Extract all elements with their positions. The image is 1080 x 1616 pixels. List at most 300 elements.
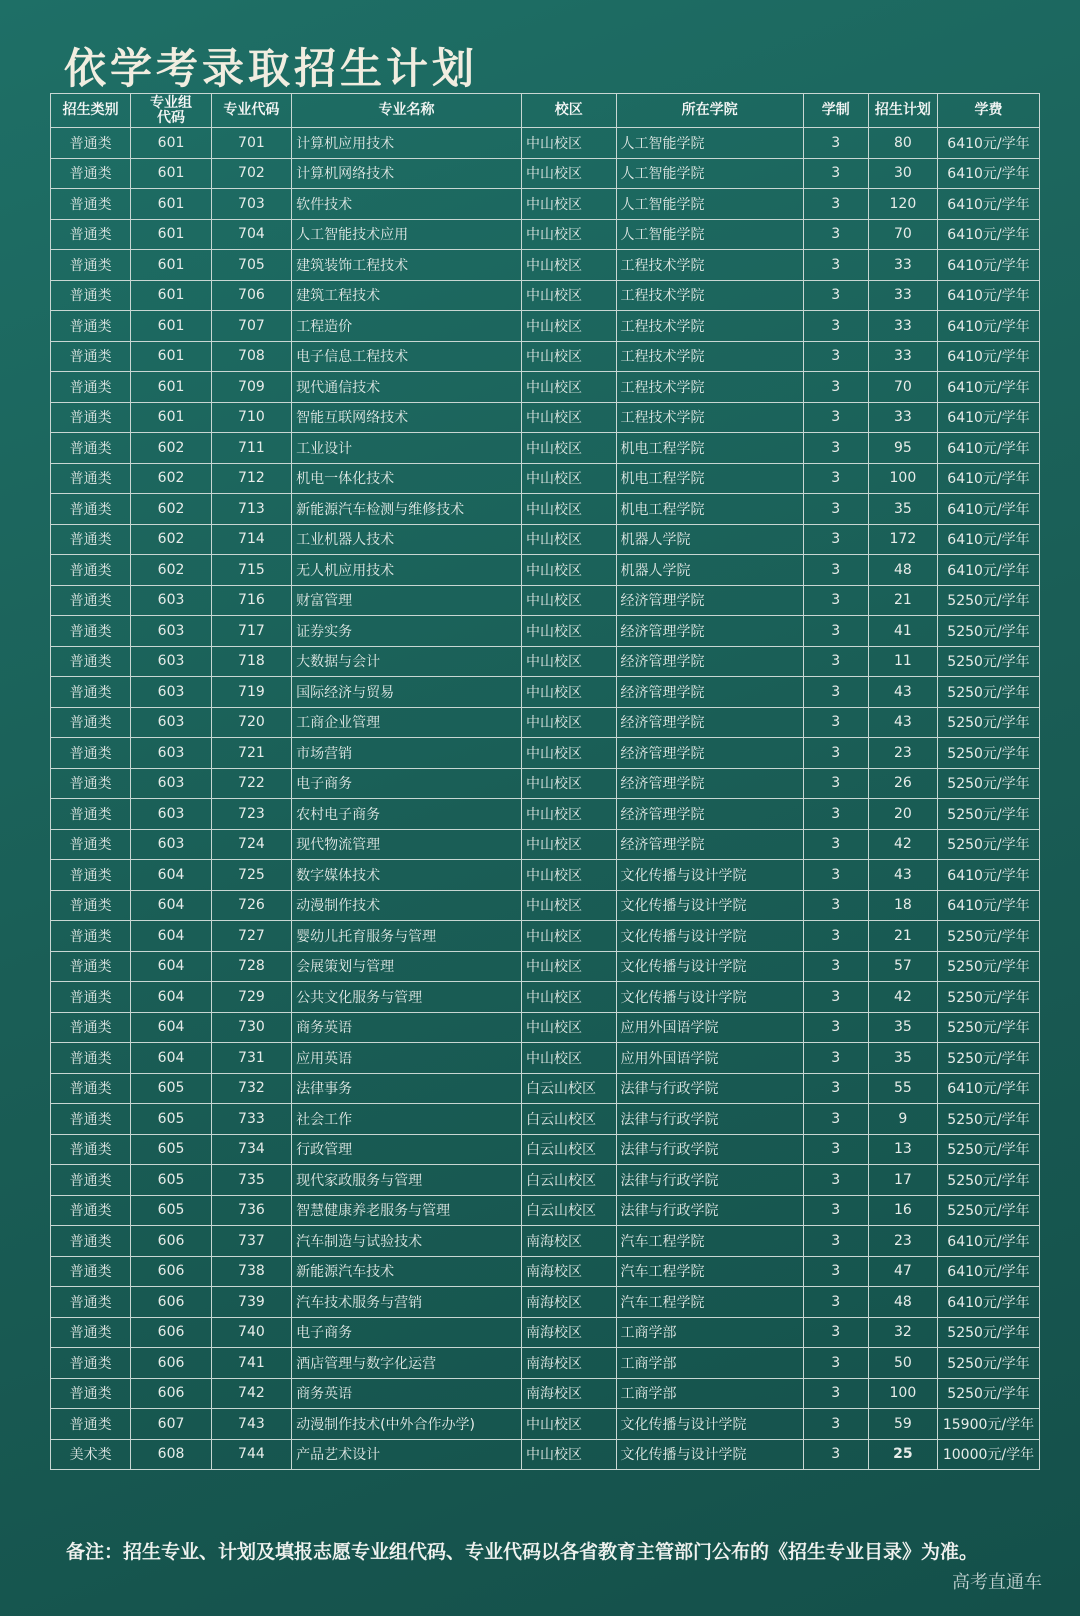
- cell-category: 普通类: [51, 1226, 131, 1257]
- cell-campus: 白云山校区: [521, 1134, 616, 1165]
- cell-plan-count: 50: [868, 1348, 937, 1379]
- cell-major-code: 711: [211, 433, 291, 464]
- cell-major-code: 724: [211, 829, 291, 860]
- cell-plan-count: 100: [868, 463, 937, 494]
- cell-group-code: 604: [131, 921, 211, 952]
- cell-college: 人工智能学院: [616, 128, 803, 159]
- cell-plan-count: 33: [868, 280, 937, 311]
- cell-group-code: 601: [131, 158, 211, 189]
- cell-major-code: 718: [211, 646, 291, 677]
- cell-campus: 中山校区: [521, 921, 616, 952]
- table-row: [51, 951, 1040, 982]
- cell-category: 普通类: [51, 1409, 131, 1440]
- cell-duration: 3: [803, 463, 868, 494]
- cell-group-code: 605: [131, 1134, 211, 1165]
- cell-group-code: 603: [131, 646, 211, 677]
- cell-college: 工商学部: [616, 1348, 803, 1379]
- cell-major-name: 计算机网络技术: [292, 158, 522, 189]
- cell-plan-count: 23: [868, 738, 937, 769]
- cell-college: 汽车工程学院: [616, 1287, 803, 1318]
- cell-group-code: 603: [131, 829, 211, 860]
- table-row: [51, 189, 1040, 220]
- cell-plan-count: 48: [868, 555, 937, 586]
- cell-tuition: 6410元/学年: [937, 860, 1039, 891]
- cell-group-code: 604: [131, 890, 211, 921]
- cell-category: 普通类: [51, 280, 131, 311]
- cell-college: 工程技术学院: [616, 280, 803, 311]
- cell-major-name: 工商企业管理: [292, 707, 522, 738]
- cell-college: 机电工程学院: [616, 433, 803, 464]
- cell-category: 普通类: [51, 463, 131, 494]
- cell-duration: 3: [803, 433, 868, 464]
- cell-group-code: 603: [131, 768, 211, 799]
- cell-college: 机器人学院: [616, 555, 803, 586]
- cell-college: 机电工程学院: [616, 463, 803, 494]
- cell-tuition: 6410元/学年: [937, 555, 1039, 586]
- cell-category: 普通类: [51, 951, 131, 982]
- table-row: [51, 128, 1040, 159]
- header-duration: 学制: [803, 94, 868, 128]
- table-row: [51, 1104, 1040, 1135]
- page-title: 依学考录取招生计划: [64, 44, 479, 93]
- cell-major-code: 702: [211, 158, 291, 189]
- cell-plan-count: 33: [868, 311, 937, 342]
- cell-college: 人工智能学院: [616, 189, 803, 220]
- cell-category: 普通类: [51, 402, 131, 433]
- cell-category: 普通类: [51, 890, 131, 921]
- cell-major-code: 732: [211, 1073, 291, 1104]
- cell-campus: 中山校区: [521, 189, 616, 220]
- cell-category: 普通类: [51, 585, 131, 616]
- cell-group-code: 601: [131, 189, 211, 220]
- cell-plan-count: 33: [868, 250, 937, 281]
- cell-campus: 中山校区: [521, 219, 616, 250]
- cell-college: 应用外国语学院: [616, 1012, 803, 1043]
- cell-major-code: 727: [211, 921, 291, 952]
- cell-category: 普通类: [51, 829, 131, 860]
- table-row: [51, 1226, 1040, 1257]
- cell-major-code: 726: [211, 890, 291, 921]
- cell-group-code: 601: [131, 311, 211, 342]
- cell-duration: 3: [803, 738, 868, 769]
- cell-major-code: 729: [211, 982, 291, 1013]
- cell-category: 普通类: [51, 1317, 131, 1348]
- cell-category: 普通类: [51, 494, 131, 525]
- cell-major-name: 新能源汽车技术: [292, 1256, 522, 1287]
- cell-tuition: 6410元/学年: [937, 433, 1039, 464]
- cell-campus: 中山校区: [521, 402, 616, 433]
- cell-major-name: 商务英语: [292, 1378, 522, 1409]
- cell-category: 普通类: [51, 1378, 131, 1409]
- cell-college: 工商学部: [616, 1317, 803, 1348]
- cell-group-code: 606: [131, 1348, 211, 1379]
- cell-major-code: 741: [211, 1348, 291, 1379]
- table-row: [51, 921, 1040, 952]
- cell-tuition: 10000元/学年: [937, 1439, 1039, 1470]
- cell-category: 普通类: [51, 311, 131, 342]
- cell-duration: 3: [803, 555, 868, 586]
- cell-group-code: 603: [131, 616, 211, 647]
- cell-plan-count: 55: [868, 1073, 937, 1104]
- cell-duration: 3: [803, 1165, 868, 1196]
- cell-plan-count: 23: [868, 1226, 937, 1257]
- cell-campus: 南海校区: [521, 1378, 616, 1409]
- admission-plan-table: [50, 93, 1040, 1470]
- cell-major-code: 716: [211, 585, 291, 616]
- cell-category: 普通类: [51, 677, 131, 708]
- cell-college: 经济管理学院: [616, 707, 803, 738]
- cell-college: 经济管理学院: [616, 829, 803, 860]
- table-row: [51, 280, 1040, 311]
- cell-campus: 中山校区: [521, 799, 616, 830]
- cell-plan-count: 47: [868, 1256, 937, 1287]
- cell-major-name: 电子信息工程技术: [292, 341, 522, 372]
- cell-category: 普通类: [51, 738, 131, 769]
- table-row: [51, 738, 1040, 769]
- cell-group-code: 603: [131, 799, 211, 830]
- cell-college: 工程技术学院: [616, 402, 803, 433]
- cell-tuition: 6410元/学年: [937, 463, 1039, 494]
- cell-college: 文化传播与设计学院: [616, 1439, 803, 1470]
- cell-group-code: 602: [131, 524, 211, 555]
- cell-duration: 3: [803, 524, 868, 555]
- cell-college: 经济管理学院: [616, 646, 803, 677]
- cell-tuition: 5250元/学年: [937, 768, 1039, 799]
- cell-tuition: 6410元/学年: [937, 1287, 1039, 1318]
- cell-duration: 3: [803, 1348, 868, 1379]
- cell-group-code: 605: [131, 1195, 211, 1226]
- cell-duration: 3: [803, 707, 868, 738]
- cell-campus: 南海校区: [521, 1256, 616, 1287]
- cell-plan-count: 41: [868, 616, 937, 647]
- cell-campus: 中山校区: [521, 768, 616, 799]
- cell-tuition: 6410元/学年: [937, 1226, 1039, 1257]
- cell-duration: 3: [803, 1043, 868, 1074]
- cell-tuition: 5250元/学年: [937, 951, 1039, 982]
- cell-plan-count: 42: [868, 982, 937, 1013]
- cell-plan-count: 172: [868, 524, 937, 555]
- cell-duration: 3: [803, 1378, 868, 1409]
- cell-duration: 3: [803, 1409, 868, 1440]
- cell-major-name: 建筑工程技术: [292, 280, 522, 311]
- cell-plan-count: 100: [868, 1378, 937, 1409]
- cell-campus: 中山校区: [521, 494, 616, 525]
- cell-major-code: 707: [211, 311, 291, 342]
- cell-major-code: 709: [211, 372, 291, 403]
- cell-college: 法律与行政学院: [616, 1073, 803, 1104]
- table-row: [51, 1287, 1040, 1318]
- cell-major-code: 721: [211, 738, 291, 769]
- cell-major-name: 婴幼儿托育服务与管理: [292, 921, 522, 952]
- cell-group-code: 602: [131, 555, 211, 586]
- cell-major-name: 动漫制作技术: [292, 890, 522, 921]
- cell-campus: 白云山校区: [521, 1195, 616, 1226]
- cell-category: 普通类: [51, 524, 131, 555]
- table-row: [51, 1409, 1040, 1440]
- cell-duration: 3: [803, 1012, 868, 1043]
- table-row: [51, 341, 1040, 372]
- cell-plan-count: 25: [868, 1439, 937, 1470]
- cell-major-name: 无人机应用技术: [292, 555, 522, 586]
- cell-group-code: 604: [131, 1043, 211, 1074]
- cell-major-name: 现代通信技术: [292, 372, 522, 403]
- cell-duration: 3: [803, 890, 868, 921]
- cell-major-name: 动漫制作技术(中外合作办学): [292, 1409, 522, 1440]
- cell-college: 经济管理学院: [616, 799, 803, 830]
- cell-category: 普通类: [51, 1043, 131, 1074]
- header-tuition: 学费: [937, 94, 1039, 128]
- cell-category: 普通类: [51, 1134, 131, 1165]
- cell-plan-count: 21: [868, 921, 937, 952]
- cell-major-name: 工业设计: [292, 433, 522, 464]
- cell-tuition: 5250元/学年: [937, 1012, 1039, 1043]
- cell-major-code: 708: [211, 341, 291, 372]
- cell-major-code: 744: [211, 1439, 291, 1470]
- cell-campus: 中山校区: [521, 677, 616, 708]
- cell-major-code: 723: [211, 799, 291, 830]
- cell-campus: 中山校区: [521, 1012, 616, 1043]
- cell-plan-count: 95: [868, 433, 937, 464]
- cell-category: 普通类: [51, 158, 131, 189]
- cell-major-name: 公共文化服务与管理: [292, 982, 522, 1013]
- cell-major-code: 704: [211, 219, 291, 250]
- cell-duration: 3: [803, 829, 868, 860]
- cell-major-code: 713: [211, 494, 291, 525]
- cell-duration: 3: [803, 1104, 868, 1135]
- cell-group-code: 606: [131, 1378, 211, 1409]
- cell-tuition: 5250元/学年: [937, 585, 1039, 616]
- cell-category: 普通类: [51, 1073, 131, 1104]
- cell-college: 工程技术学院: [616, 250, 803, 281]
- cell-duration: 3: [803, 951, 868, 982]
- cell-group-code: 605: [131, 1073, 211, 1104]
- table-row: [51, 646, 1040, 677]
- cell-duration: 3: [803, 311, 868, 342]
- cell-duration: 3: [803, 1287, 868, 1318]
- cell-major-name: 市场营销: [292, 738, 522, 769]
- table-row: [51, 494, 1040, 525]
- cell-major-code: 715: [211, 555, 291, 586]
- cell-duration: 3: [803, 921, 868, 952]
- cell-plan-count: 18: [868, 890, 937, 921]
- cell-major-name: 电子商务: [292, 1317, 522, 1348]
- cell-campus: 中山校区: [521, 250, 616, 281]
- cell-college: 文化传播与设计学院: [616, 982, 803, 1013]
- cell-tuition: 6410元/学年: [937, 341, 1039, 372]
- cell-college: 应用外国语学院: [616, 1043, 803, 1074]
- cell-campus: 中山校区: [521, 646, 616, 677]
- cell-campus: 中山校区: [521, 1409, 616, 1440]
- table-row: [51, 860, 1040, 891]
- cell-major-code: 720: [211, 707, 291, 738]
- cell-campus: 中山校区: [521, 311, 616, 342]
- cell-campus: 中山校区: [521, 463, 616, 494]
- cell-campus: 中山校区: [521, 829, 616, 860]
- cell-duration: 3: [803, 494, 868, 525]
- cell-college: 汽车工程学院: [616, 1256, 803, 1287]
- cell-major-name: 汽车制造与试验技术: [292, 1226, 522, 1257]
- cell-campus: 中山校区: [521, 280, 616, 311]
- cell-category: 普通类: [51, 616, 131, 647]
- cell-group-code: 603: [131, 677, 211, 708]
- cell-campus: 中山校区: [521, 372, 616, 403]
- table-row: [51, 1073, 1040, 1104]
- cell-college: 机电工程学院: [616, 494, 803, 525]
- cell-major-name: 现代家政服务与管理: [292, 1165, 522, 1196]
- header-college: 所在学院: [616, 94, 803, 128]
- cell-tuition: 5250元/学年: [937, 982, 1039, 1013]
- cell-category: 普通类: [51, 128, 131, 159]
- cell-major-name: 工程造价: [292, 311, 522, 342]
- cell-category: 普通类: [51, 433, 131, 464]
- header-plan-count: 招生计划: [868, 94, 937, 128]
- cell-major-code: 740: [211, 1317, 291, 1348]
- cell-plan-count: 57: [868, 951, 937, 982]
- cell-duration: 3: [803, 1134, 868, 1165]
- cell-tuition: 5250元/学年: [937, 1195, 1039, 1226]
- table-row: [51, 1043, 1040, 1074]
- cell-campus: 中山校区: [521, 982, 616, 1013]
- cell-group-code: 604: [131, 860, 211, 891]
- cell-college: 经济管理学院: [616, 738, 803, 769]
- cell-major-name: 国际经济与贸易: [292, 677, 522, 708]
- cell-major-code: 730: [211, 1012, 291, 1043]
- cell-tuition: 6410元/学年: [937, 1073, 1039, 1104]
- cell-duration: 3: [803, 128, 868, 159]
- table-row: [51, 1256, 1040, 1287]
- cell-campus: 南海校区: [521, 1348, 616, 1379]
- cell-plan-count: 35: [868, 1012, 937, 1043]
- cell-group-code: 601: [131, 219, 211, 250]
- cell-category: 普通类: [51, 189, 131, 220]
- cell-major-name: 智能互联网络技术: [292, 402, 522, 433]
- cell-tuition: 6410元/学年: [937, 524, 1039, 555]
- cell-plan-count: 13: [868, 1134, 937, 1165]
- cell-major-name: 商务英语: [292, 1012, 522, 1043]
- cell-major-code: 731: [211, 1043, 291, 1074]
- cell-campus: 南海校区: [521, 1226, 616, 1257]
- header-major-code: 专业代码: [211, 94, 291, 128]
- cell-campus: 中山校区: [521, 128, 616, 159]
- cell-duration: 3: [803, 219, 868, 250]
- cell-tuition: 5250元/学年: [937, 1348, 1039, 1379]
- cell-major-name: 法律事务: [292, 1073, 522, 1104]
- cell-tuition: 5250元/学年: [937, 616, 1039, 647]
- table-row: [51, 768, 1040, 799]
- cell-duration: 3: [803, 1256, 868, 1287]
- cell-major-code: 742: [211, 1378, 291, 1409]
- cell-plan-count: 70: [868, 372, 937, 403]
- table-row: [51, 890, 1040, 921]
- cell-major-code: 714: [211, 524, 291, 555]
- table-row: [51, 372, 1040, 403]
- cell-group-code: 601: [131, 280, 211, 311]
- cell-college: 文化传播与设计学院: [616, 921, 803, 952]
- cell-tuition: 5250元/学年: [937, 1134, 1039, 1165]
- cell-group-code: 603: [131, 707, 211, 738]
- cell-tuition: 5250元/学年: [937, 1104, 1039, 1135]
- cell-tuition: 6410元/学年: [937, 311, 1039, 342]
- table-header-row: [51, 94, 1040, 128]
- cell-category: 普通类: [51, 1287, 131, 1318]
- cell-tuition: 5250元/学年: [937, 646, 1039, 677]
- cell-tuition: 5250元/学年: [937, 1043, 1039, 1074]
- cell-plan-count: 30: [868, 158, 937, 189]
- cell-duration: 3: [803, 1439, 868, 1470]
- table-row: [51, 1134, 1040, 1165]
- cell-college: 人工智能学院: [616, 219, 803, 250]
- cell-major-name: 数字媒体技术: [292, 860, 522, 891]
- table-row: [51, 433, 1040, 464]
- cell-campus: 中山校区: [521, 860, 616, 891]
- table-row: [51, 1165, 1040, 1196]
- cell-tuition: 5250元/学年: [937, 921, 1039, 952]
- table-row: [51, 463, 1040, 494]
- header-campus: 校区: [521, 94, 616, 128]
- cell-major-name: 证券实务: [292, 616, 522, 647]
- cell-tuition: 5250元/学年: [937, 799, 1039, 830]
- cell-campus: 中山校区: [521, 158, 616, 189]
- header-category: 招生类别: [51, 94, 131, 128]
- cell-major-name: 大数据与会计: [292, 646, 522, 677]
- cell-category: 普通类: [51, 799, 131, 830]
- table-row: [51, 677, 1040, 708]
- table-row: [51, 585, 1040, 616]
- cell-group-code: 607: [131, 1409, 211, 1440]
- table-row: [51, 1348, 1040, 1379]
- cell-plan-count: 26: [868, 768, 937, 799]
- cell-campus: 中山校区: [521, 1043, 616, 1074]
- cell-college: 法律与行政学院: [616, 1134, 803, 1165]
- cell-group-code: 606: [131, 1226, 211, 1257]
- cell-duration: 3: [803, 280, 868, 311]
- table-row: [51, 158, 1040, 189]
- cell-tuition: 6410元/学年: [937, 219, 1039, 250]
- cell-campus: 中山校区: [521, 555, 616, 586]
- cell-group-code: 606: [131, 1256, 211, 1287]
- cell-duration: 3: [803, 189, 868, 220]
- cell-tuition: 5250元/学年: [937, 829, 1039, 860]
- cell-major-code: 737: [211, 1226, 291, 1257]
- cell-tuition: 6410元/学年: [937, 128, 1039, 159]
- cell-campus: 中山校区: [521, 951, 616, 982]
- cell-duration: 3: [803, 585, 868, 616]
- cell-campus: 中山校区: [521, 1439, 616, 1470]
- cell-tuition: 6410元/学年: [937, 250, 1039, 281]
- cell-college: 文化传播与设计学院: [616, 860, 803, 891]
- cell-plan-count: 35: [868, 1043, 937, 1074]
- cell-plan-count: 70: [868, 219, 937, 250]
- cell-category: 普通类: [51, 1195, 131, 1226]
- cell-group-code: 602: [131, 463, 211, 494]
- cell-group-code: 601: [131, 341, 211, 372]
- cell-college: 工程技术学院: [616, 372, 803, 403]
- cell-major-name: 产品艺术设计: [292, 1439, 522, 1470]
- cell-college: 机器人学院: [616, 524, 803, 555]
- cell-plan-count: 35: [868, 494, 937, 525]
- cell-tuition: 6410元/学年: [937, 158, 1039, 189]
- table-row: [51, 616, 1040, 647]
- cell-college: 工程技术学院: [616, 341, 803, 372]
- cell-campus: 南海校区: [521, 1287, 616, 1318]
- cell-duration: 3: [803, 1073, 868, 1104]
- cell-group-code: 604: [131, 1012, 211, 1043]
- cell-plan-count: 42: [868, 829, 937, 860]
- table-row: [51, 219, 1040, 250]
- cell-major-name: 汽车技术服务与营销: [292, 1287, 522, 1318]
- cell-plan-count: 33: [868, 341, 937, 372]
- cell-major-code: 734: [211, 1134, 291, 1165]
